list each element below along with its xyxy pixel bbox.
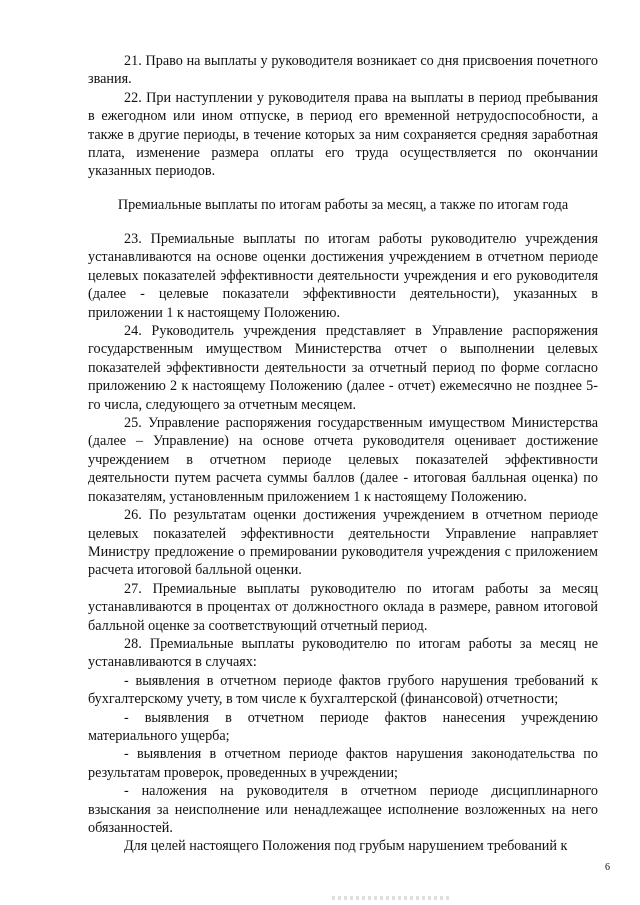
paragraph-28: 28. Премиальные выплаты руководителю по итогам работы за месяц не устанавливаются в случаях: <box>88 635 598 671</box>
list-item-law-violation: - выявления в отчетном периоде фактов нарушения законодательства по результатам проверок, проведенных в учреждении; <box>88 746 598 781</box>
paragraph-22: 22. При наступлении у руководителя права на выплаты в период пребывания в ежегодном или ином отпуске, в период его временной нетрудоспособности, а также в другие периоды, в течение которых за ним сохраняется средняя заработная плата, изменение размера оплаты его труда осуществляется по окончании указанных периодов. <box>88 89 598 180</box>
paragraph-25: 25. Управление распоряжения государственным имуществом Министерства (далее – Управление) на основе отчета руководителя оценивает достижение учреждением в отчетном периоде целевых показателей эффективности деятельности путем расчета суммы баллов (далее - итоговая балльная оценка) по показателям, установленным приложением 1 к настоящему Положению. <box>88 415 598 505</box>
section-heading: Премиальные выплаты по итогам работы за месяц, а также по итогам года <box>117 197 569 213</box>
list-item-material-damage: - выявления в отчетном периоде фактов нанесения учреждению материального ущерба; <box>88 709 598 744</box>
list-item-accounting-violation: - выявления в отчетном периоде фактов грубого нарушения требований к бухгалтерскому учету, в том числе к бухгалтерской (финансовой) отчетности; <box>88 672 598 708</box>
scan-artifact <box>332 896 452 900</box>
paragraph-23: 23. Премиальные выплаты по итогам работы руководителю учреждения устанавливаются на основе оценки достижения учреждением в отчетном периоде целевых показателей эффективности деятельности учреждения и его руководителя (далее - целевые показатели эффективности деятельности), указанных в приложении 1 к настоящему Положению. <box>88 231 598 321</box>
paragraph-24: 24. Руководитель учреждения представляет в Управление распоряжения государственным имуществом Министерства отчет о выполнении целевых показателей эффективности деятельности за отчетный период по форме согласно приложению 2 к настоящему Положению (далее - отчет) ежемесячно не позднее 5-го числа, следующего за отчетным месяцем. <box>88 323 598 413</box>
list-item-disciplinary-penalty: - наложения на руководителя в отчетном периоде дисциплинарного взыскания за неисполнение или ненадлежащее исполнение возложенных на него обязанностей. <box>88 783 598 836</box>
paragraph-21: 21. Право на выплаты у руководителя возникает со дня присвоения почетного звания. <box>88 53 598 88</box>
main-paragraphs <box>88 230 598 856</box>
paragraph-27: 27. Премиальные выплаты руководителю по итогам работы за месяц устанавливаются в процентах от должностного оклада в размере, равном итоговой балльной оценке за соответствующий отчетный период. <box>88 580 598 634</box>
top-paragraphs <box>88 52 598 181</box>
page-number: 6 <box>605 862 610 873</box>
paragraph-26: 26. По результатам оценки достижения учреждением в отчетном периоде целевых показателей эффективности деятельности Управление направляет Министру предложение о премировании руководителя учреждения с приложением расчета итоговой балльной оценки. <box>88 507 598 579</box>
paragraph-definition: Для целей настоящего Положения под грубым нарушением требований к <box>124 838 568 855</box>
